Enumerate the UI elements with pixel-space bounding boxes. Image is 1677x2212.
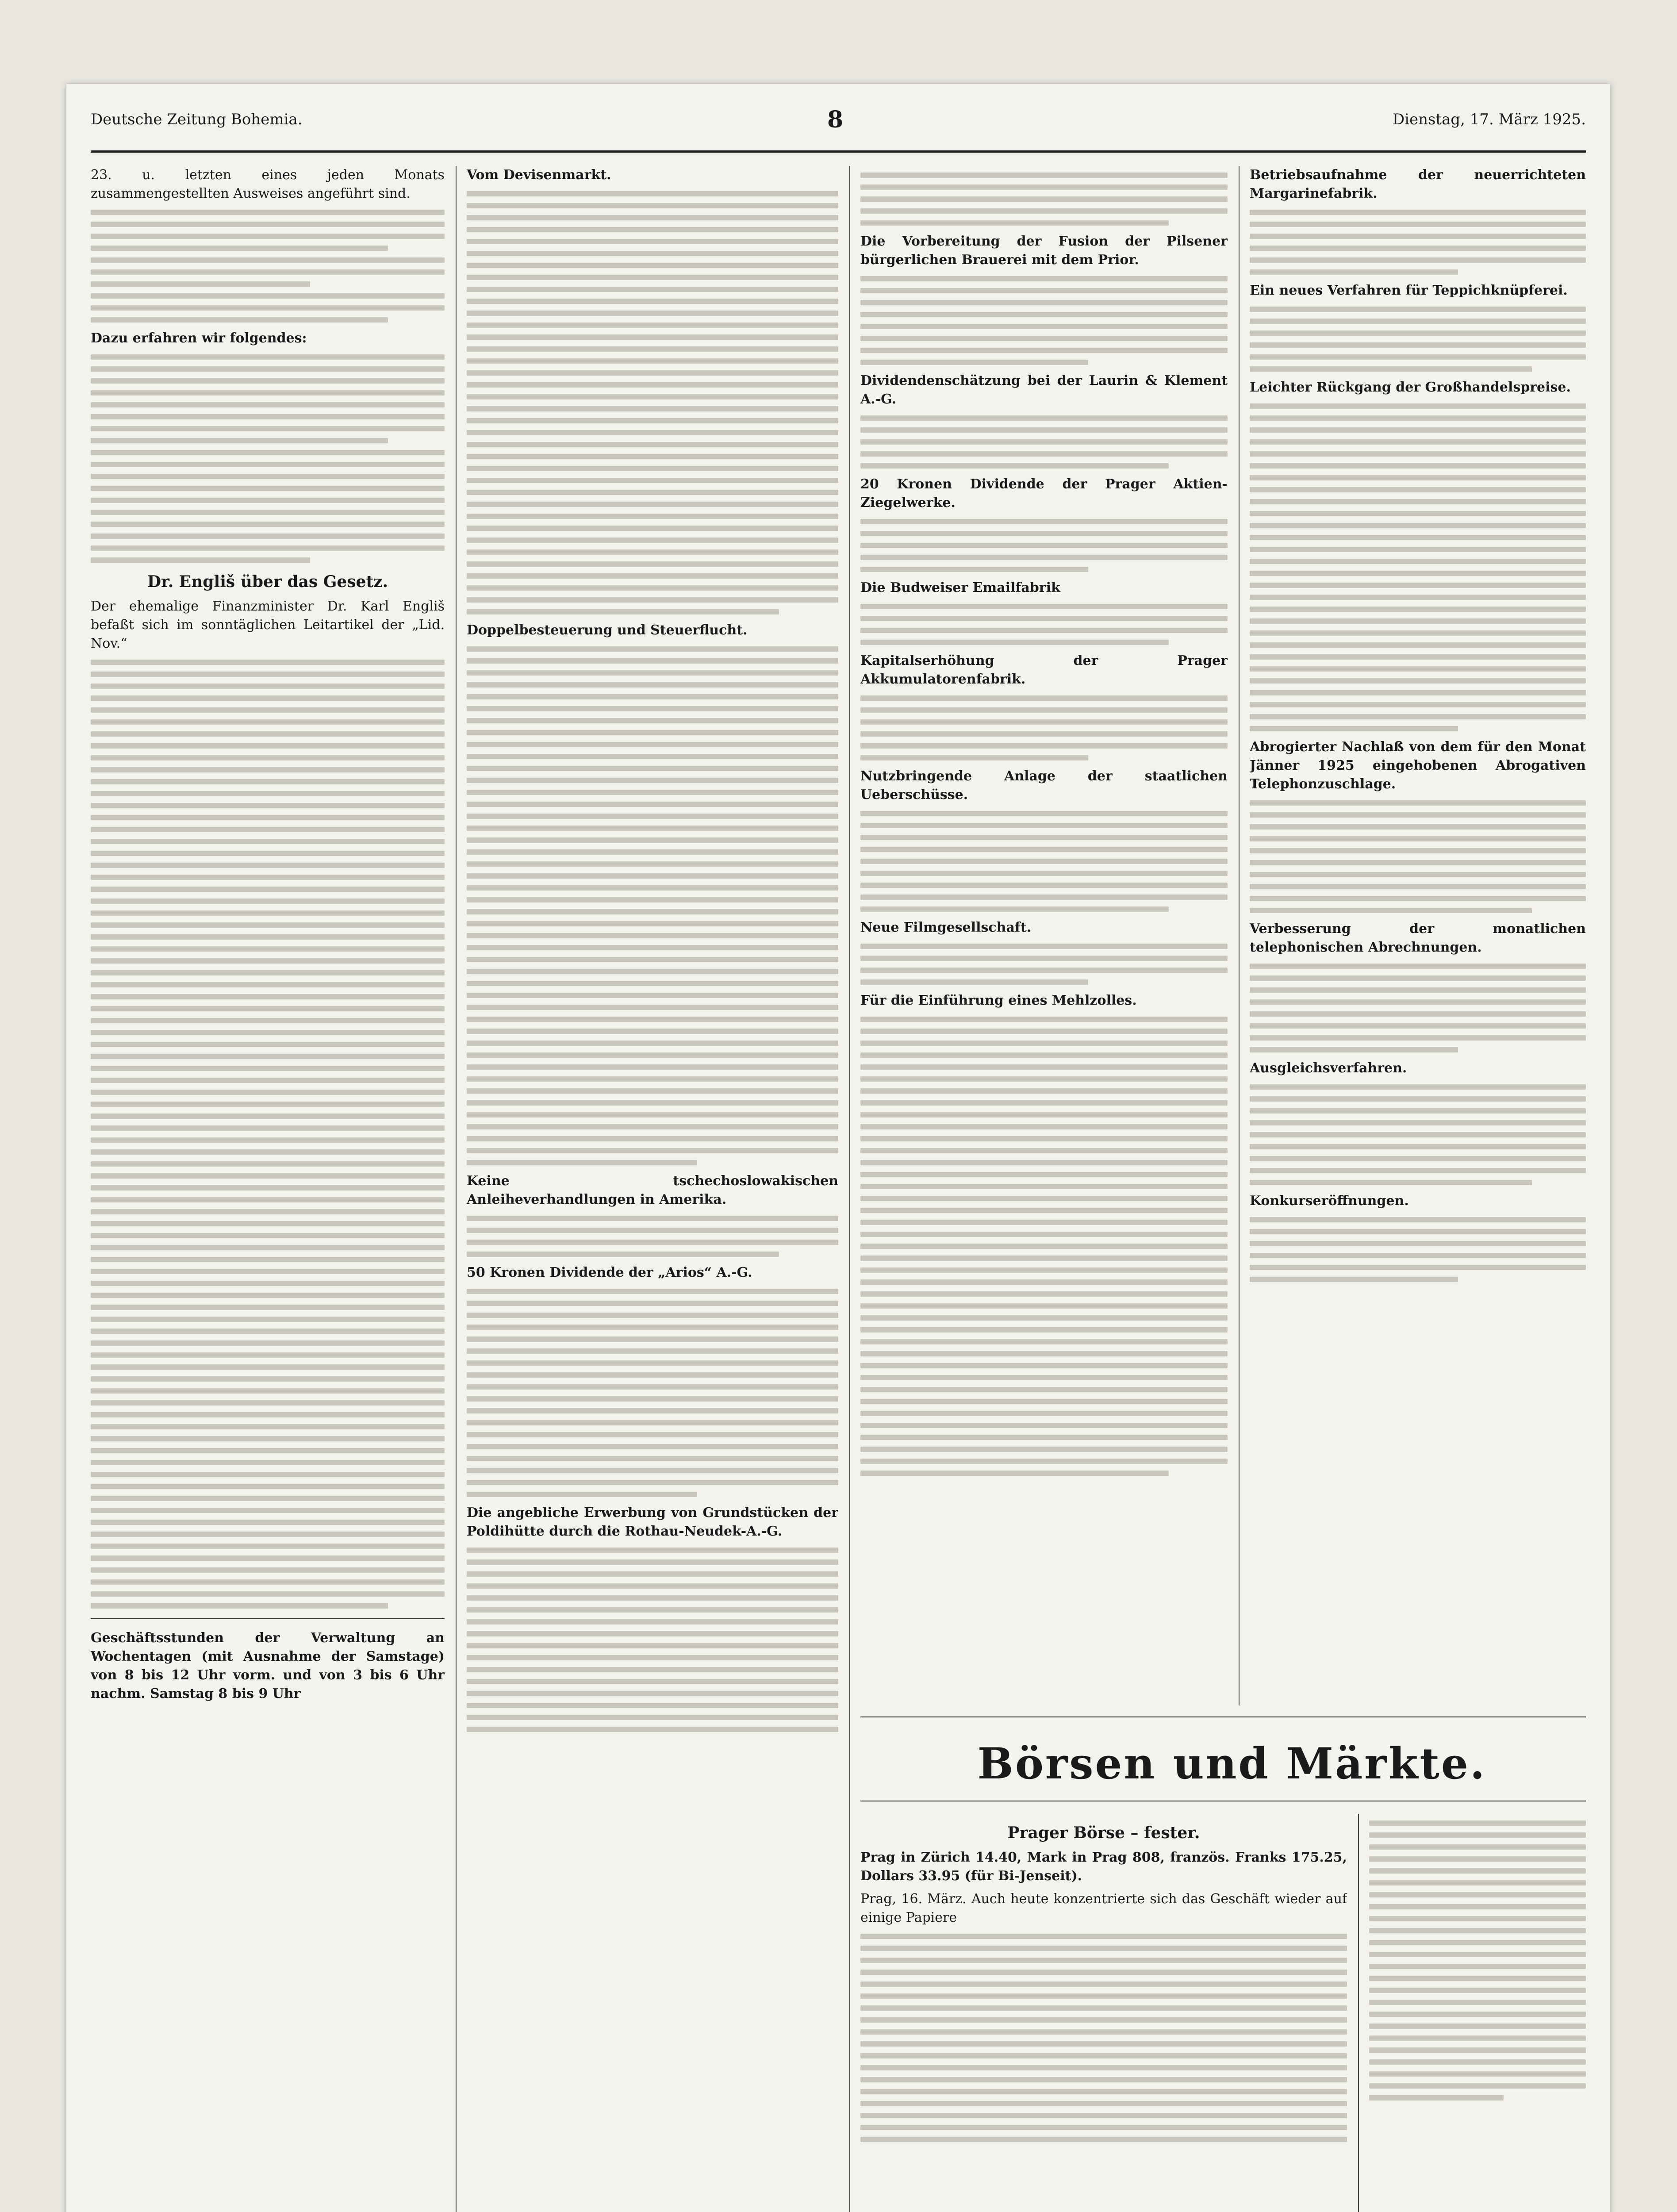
column-1 <box>91 166 445 2212</box>
col4-lead-1: Betriebsaufnahme der neuerrichteten Margarinefabrik. <box>1250 167 1586 201</box>
boersen-rates: Prag in Zürich 14.40, Mark in Prag 808, französ. Franks 175.25, Dollars 33.95 (für Bi-Jenseit). <box>860 1850 1347 1884</box>
col2-lead-5: Die angebliche Erwerbung von Grundstücken der Poldihütte durch die Rothau-Neudek-A.-G. <box>467 1505 838 1539</box>
header-rule <box>91 150 1586 153</box>
col3-lead-7: Neue Filmgesellschaft. <box>860 920 1032 935</box>
col4-lead-2: Ein neues Verfahren für Teppichknüpferei. <box>1250 283 1568 298</box>
col1-lead-1: Dazu erfahren wir folgendes: <box>91 330 307 346</box>
col4-lead-6: Ausgleichsverfahren. <box>1250 1060 1407 1076</box>
col2-lead-2: Doppelbesteuerung und Steuerflucht. <box>467 622 748 638</box>
newspaper-page <box>66 84 1610 2212</box>
page-number: 8 <box>827 106 844 133</box>
col1-heading: Dr. Engliš über das Gesetz. <box>147 572 388 591</box>
boersen-subtitle: Prager Börse – fester. <box>1007 1824 1200 1842</box>
boersen-title: Börsen und Märkte. <box>977 1739 1487 1789</box>
col3-lead-3: 20 Kronen Dividende der Prager Aktien-Ziegelwerke. <box>860 476 1228 511</box>
column-3 <box>860 166 1228 1705</box>
col2-lead-1: Vom Devisenmarkt. <box>467 167 611 183</box>
column-4 <box>1250 166 1586 1705</box>
col2-lead-3: Keine tschechoslowakischen Anleiheverhandlungen in Amerika. <box>467 1173 838 1207</box>
col4-lead-7: Konkurseröffnungen. <box>1250 1193 1409 1209</box>
col4-lead-5: Verbesserung der monatlichen telephonischen Abrechnungen. <box>1250 921 1586 955</box>
issue-date: Dienstag, 17. März 1925. <box>1392 111 1586 128</box>
newspaper-name: Deutsche Zeitung Bohemia. <box>91 111 303 128</box>
col4-lead-4: Abrogierter Nachlaß von dem für den Monat Jänner 1925 eingehobenen Abrogativen Telephonzuschlage. <box>1250 739 1586 792</box>
col3-lead-1: Die Vorbereitung der Fusion der Pilsener bürgerlichen Brauerei mit dem Prior. <box>860 234 1228 268</box>
boersen-column-1 <box>860 1814 1347 2212</box>
col1-para-start: Der ehemalige Finanzminister Dr. Karl Engliš befaßt sich im sonntäglichen Leitartikel der „Lid. Nov.“ <box>91 599 445 651</box>
boersen-para-start: Prag, 16. März. Auch heute konzentrierte sich das Geschäft wieder auf einige Papiere <box>860 1891 1347 1925</box>
col1-opening: 23. u. letzten eines jeden Monats zusammengestellten Ausweises angeführt sind. <box>91 167 445 201</box>
col3-lead-2: Dividendenschätzung bei der Laurin & Klement A.-G. <box>860 373 1228 407</box>
page-header <box>66 106 1610 146</box>
boersen-column-2 <box>1369 1814 1586 2212</box>
col2-lead-4: 50 Kronen Dividende der „Arios“ A.-G. <box>467 1265 752 1280</box>
col3-lead-6: Nutzbringende Anlage der staatlichen Ueberschüsse. <box>860 768 1228 803</box>
col3-lead-4: Die Budweiser Emailfabrik <box>860 580 1060 595</box>
col1-footer: Geschäftsstunden der Verwaltung an Wochentagen (mit Ausnahme der Samstage) von 8 bis 12 Uhr vorm. und von 3 bis 6 Uhr nachm. Samstag 8 bis 9 Uhr <box>91 1630 445 1701</box>
col3-lead-5: Kapitalserhöhung der Prager Akkumulatorenfabrik. <box>860 653 1228 687</box>
column-2 <box>467 166 838 2212</box>
col4-lead-3: Leichter Rückgang der Großhandelspreise. <box>1250 380 1571 395</box>
col3-lead-8: Für die Einführung eines Mehlzolles. <box>860 993 1137 1008</box>
